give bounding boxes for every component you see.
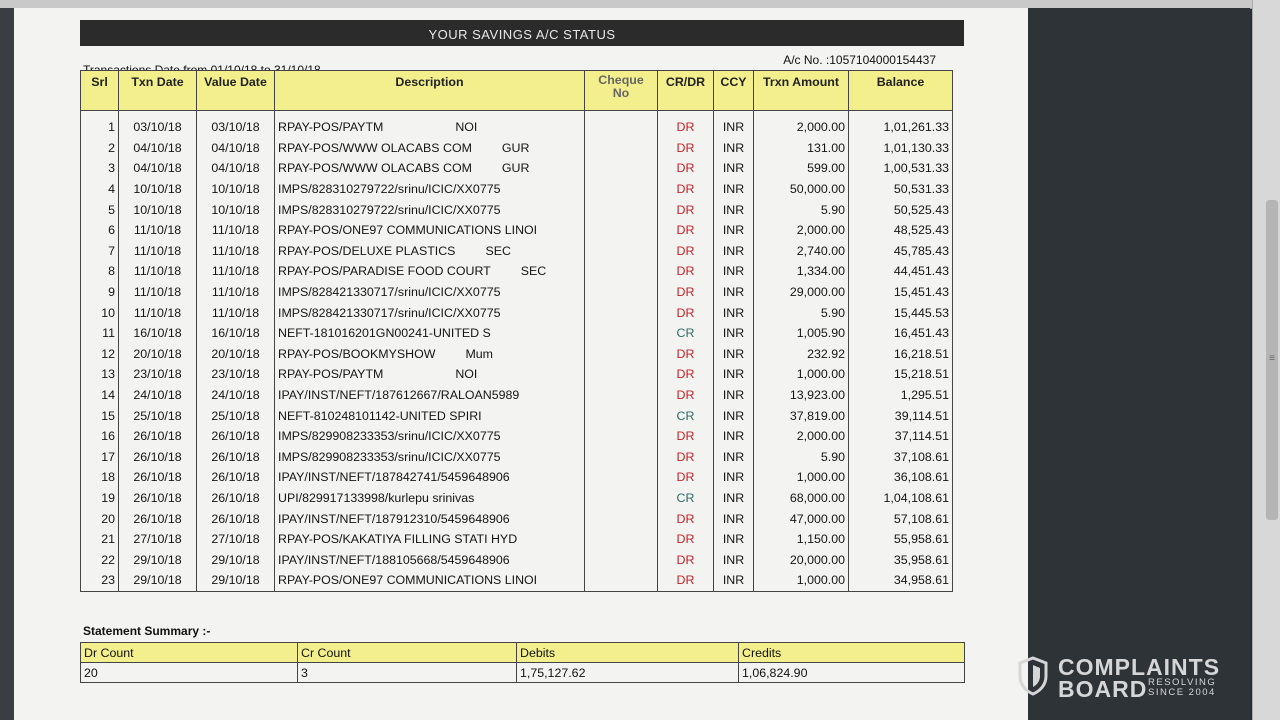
cell-ccy: INR [714,302,754,323]
cell-value-date: 26/10/18 [197,447,275,468]
cell-value-date: 29/10/18 [197,570,275,591]
cell-crdr: DR [658,199,714,220]
cell-description [275,261,585,282]
viewer-right-pane [1028,8,1250,720]
cell-txn-date: 11/10/18 [119,282,197,303]
cell-crdr: DR [658,261,714,282]
cell-ccy: INR [714,447,754,468]
cell-description [275,508,585,529]
summary-credits: 1,06,824.90 [739,663,965,683]
table-row [81,323,953,344]
scrollbar-grip-icon: ≡ [1269,353,1275,364]
cell-crdr: DR [658,549,714,570]
cell-description [275,467,585,488]
cell-txn-date: 26/10/18 [119,447,197,468]
description-text: RPAY-POS/PAYTM [278,120,384,135]
statement-title: YOUR SAVINGS A/C STATUS [80,20,964,46]
cell-amount: 1,000.00 [754,570,849,591]
cell-value-date: 26/10/18 [197,488,275,509]
cell-balance: 34,958.61 [849,570,953,591]
description-text: IMPS/828421330717/srinu/ICIC/XX0775 [278,285,501,300]
table-row [81,179,953,200]
account-number: A/c No. :105710400015443​7 [783,53,936,67]
cell-amount: 20,000.00 [754,549,849,570]
cell-description [275,426,585,447]
cell-srl: 13 [81,364,119,385]
cell-value-date: 11/10/18 [197,220,275,241]
cell-txn-date: 20/10/18 [119,344,197,365]
cell-cheque-no [585,199,658,220]
description-location: SEC [520,264,547,279]
description-text: IPAY/INST/NEFT/187912310/5459648906 [278,511,510,526]
cell-description [275,282,585,303]
cell-srl: 2 [81,138,119,159]
cell-cheque-no [585,302,658,323]
cell-txn-date: 26/10/18 [119,488,197,509]
description-text: RPAY-POS/PARADISE FOOD COURT [278,264,491,279]
description-location: NOI [455,367,478,382]
cell-ccy: INR [714,323,754,344]
cell-crdr: DR [658,220,714,241]
description-text: IMPS/829908233353/srinu/ICIC/XX0775 [278,449,501,464]
summary-header-row [81,643,965,663]
cell-description [275,111,585,138]
cell-value-date: 26/10/18 [197,426,275,447]
cell-cheque-no [585,158,658,179]
cell-srl: 21 [81,529,119,550]
cell-value-date: 25/10/18 [197,405,275,426]
cell-srl: 18 [81,467,119,488]
cell-srl: 1 [81,111,119,138]
cell-cheque-no [585,364,658,385]
cell-ccy: INR [714,282,754,303]
cell-balance: 50,531.33 [849,179,953,200]
table-row [81,549,953,570]
watermark-line1: COMPLAINTS [1058,654,1221,680]
cell-ccy: INR [714,385,754,406]
cell-amount: 47,000.00 [754,508,849,529]
summary-header-credits: Credits [739,643,965,663]
col-header-description: Description [275,71,585,111]
description-location: GUR [501,140,530,155]
cell-crdr: DR [658,467,714,488]
description-text: RPAY-POS/ONE97 COMMUNICATIONS LINOI [278,223,538,238]
cell-srl: 17 [81,447,119,468]
description-text: RPAY-POS/BOOKMYSHOW [278,346,436,361]
cell-value-date: 16/10/18 [197,323,275,344]
cell-balance: 1,04,108.61 [849,488,953,509]
cell-description [275,529,585,550]
cell-cheque-no [585,220,658,241]
cell-txn-date: 26/10/18 [119,508,197,529]
cell-description [275,302,585,323]
cell-cheque-no [585,344,658,365]
table-row [81,426,953,447]
cell-value-date: 11/10/18 [197,282,275,303]
cell-description [275,344,585,365]
cell-cheque-no [585,405,658,426]
cell-balance: 37,108.61 [849,447,953,468]
cell-balance: 48,525.43 [849,220,953,241]
cell-txn-date: 11/10/18 [119,241,197,262]
cell-srl: 7 [81,241,119,262]
description-text: IMPS/828421330717/srinu/ICIC/XX0775 [278,305,501,320]
cell-balance: 16,451.43 [849,323,953,344]
summary-table [80,642,965,683]
cell-txn-date: 11/10/18 [119,302,197,323]
cell-srl: 10 [81,302,119,323]
description-text: RPAY-POS/KAKATIYA FILLING STATI HYD [278,532,518,547]
cell-txn-date: 10/10/18 [119,179,197,200]
cell-balance: 37,114.51 [849,426,953,447]
cell-description [275,549,585,570]
cell-txn-date: 11/10/18 [119,220,197,241]
cell-crdr: DR [658,241,714,262]
cell-ccy: INR [714,570,754,591]
cell-srl: 14 [81,385,119,406]
description-location: Mum [465,346,493,361]
cell-txn-date: 10/10/18 [119,199,197,220]
cell-balance: 36,108.61 [849,467,953,488]
table-row [81,241,953,262]
cell-crdr: DR [658,426,714,447]
summary-header-debits: Debits [517,643,739,663]
cell-ccy: INR [714,261,754,282]
cell-cheque-no [585,385,658,406]
transactions-table [80,70,953,592]
cell-cheque-no [585,467,658,488]
cell-srl: 12 [81,344,119,365]
table-row [81,199,953,220]
cell-cheque-no [585,179,658,200]
shield-icon [1018,656,1048,696]
cell-ccy: INR [714,508,754,529]
cell-balance: 35,958.61 [849,549,953,570]
cell-srl: 3 [81,158,119,179]
cell-balance: 44,451.43 [849,261,953,282]
col-header-srl: Srl [81,71,119,111]
description-text: IPAY/INST/NEFT/187842741/5459648906 [278,470,510,485]
description-location: SEC [485,243,511,258]
col-header-balance: Balance [849,71,953,111]
col-header-cheque-no [585,71,658,111]
cell-value-date: 24/10/18 [197,385,275,406]
description-text: IMPS/829908233353/srinu/ICIC/XX0775 [278,429,501,444]
viewer-left-gutter [0,8,14,720]
cell-crdr: DR [658,111,714,138]
table-row [81,529,953,550]
description-text: NEFT-181016201GN00241-UNITED S [278,326,491,341]
watermark-tagline [1148,678,1216,698]
cell-srl: 4 [81,179,119,200]
cell-value-date: 10/10/18 [197,179,275,200]
cell-amount: 131.00 [754,138,849,159]
cell-amount: 1,150.00 [754,529,849,550]
cell-amount: 5.90 [754,447,849,468]
table-row [81,570,953,591]
cell-cheque-no [585,323,658,344]
summary-header-dr-count: Dr Count [81,643,298,663]
cell-balance: 55,958.61 [849,529,953,550]
statement-page [14,8,1028,720]
cell-balance: 16,218.51 [849,344,953,365]
cell-amount: 29,000.00 [754,282,849,303]
cell-balance: 1,01,130.33 [849,138,953,159]
cell-amount: 232.92 [754,344,849,365]
summary-cr-count: 3 [298,663,517,683]
col-header-amount: Trxn Amount [754,71,849,111]
cell-ccy: INR [714,344,754,365]
cell-txn-date: 29/10/18 [119,570,197,591]
cell-balance: 50,525.43 [849,199,953,220]
cell-balance: 15,445.53 [849,302,953,323]
watermark-line2: BOARD [1058,676,1148,702]
cell-crdr: DR [658,385,714,406]
cell-txn-date: 29/10/18 [119,549,197,570]
table-row [81,220,953,241]
cell-cheque-no [585,261,658,282]
cell-amount: 13,923.00 [754,385,849,406]
cell-ccy: INR [714,364,754,385]
cell-amount: 5.90 [754,199,849,220]
cell-description [275,199,585,220]
cheque-line2: No [612,86,630,100]
cell-srl: 20 [81,508,119,529]
cell-value-date: 26/10/18 [197,508,275,529]
cell-crdr: DR [658,302,714,323]
cell-srl: 5 [81,199,119,220]
summary-header-cr-count: Cr Count [298,643,517,663]
cell-ccy: INR [714,488,754,509]
table-row [81,508,953,529]
cell-txn-date: 04/10/18 [119,158,197,179]
cell-amount: 50,000.00 [754,179,849,200]
cell-balance: 39,114.51 [849,405,953,426]
cell-ccy: INR [714,529,754,550]
description-text: IPAY/INST/NEFT/188105668/5459648906 [278,552,510,567]
cell-value-date: 20/10/18 [197,344,275,365]
cell-crdr: CR [658,488,714,509]
cell-description [275,447,585,468]
cell-ccy: INR [714,405,754,426]
cell-txn-date: 16/10/18 [119,323,197,344]
table-row [81,111,953,138]
cell-balance: 1,00,531.33 [849,158,953,179]
description-text: IPAY/INST/NEFT/187612667/RALOAN5989 [278,388,520,403]
watermark-tag2: SINCE 2004 [1148,687,1216,698]
watermark-tag1: RESOLVING [1148,677,1217,688]
cell-ccy: INR [714,138,754,159]
cell-value-date: 26/10/18 [197,467,275,488]
cell-srl: 11 [81,323,119,344]
cell-amount: 2,000.00 [754,220,849,241]
description-text: IMPS/828310279722/srinu/ICIC/XX0775 [278,182,501,197]
cell-description [275,220,585,241]
table-row [81,158,953,179]
table-row [81,302,953,323]
cell-crdr: DR [658,447,714,468]
table-row [81,447,953,468]
description-text: RPAY-POS/DELUXE PLASTICS [278,243,456,258]
cell-cheque-no [585,138,658,159]
table-row [81,364,953,385]
cell-amount: 68,000.00 [754,488,849,509]
cell-ccy: INR [714,199,754,220]
cell-srl: 16 [81,426,119,447]
table-row [81,261,953,282]
cell-cheque-no [585,508,658,529]
cell-srl: 23 [81,570,119,591]
cell-amount: 5.90 [754,302,849,323]
cell-crdr: DR [658,529,714,550]
cell-cheque-no [585,426,658,447]
cell-srl: 22 [81,549,119,570]
table-row [81,385,953,406]
cell-value-date: 27/10/18 [197,529,275,550]
cell-srl: 9 [81,282,119,303]
cell-amount: 599.00 [754,158,849,179]
description-text: RPAY-POS/ONE97 COMMUNICATIONS LINOI [278,573,538,588]
cell-txn-date: 27/10/18 [119,529,197,550]
cell-amount: 37,819.00 [754,405,849,426]
description-text: RPAY-POS/PAYTM [278,367,384,382]
cell-txn-date: 26/10/18 [119,467,197,488]
description-location: GUR [501,161,530,176]
cell-description [275,241,585,262]
summary-value-row [81,663,965,683]
cell-value-date: 23/10/18 [197,364,275,385]
cheque-line1: Cheque [598,73,644,87]
cell-amount: 1,005.90 [754,323,849,344]
table-row [81,467,953,488]
cell-description [275,570,585,591]
cell-ccy: INR [714,549,754,570]
cell-cheque-no [585,529,658,550]
col-header-value-date: Value Date [197,71,275,111]
cell-value-date: 03/10/18 [197,111,275,138]
cell-cheque-no [585,111,658,138]
cell-value-date: 11/10/18 [197,241,275,262]
cell-cheque-no [585,549,658,570]
cell-crdr: CR [658,323,714,344]
cell-description [275,179,585,200]
cell-value-date: 29/10/18 [197,549,275,570]
summary-title: Statement Summary :- [83,624,211,638]
cell-balance: 1,01,261.33 [849,111,953,138]
description-text: NEFT-810248101142-UNITED SPIRI [278,408,482,423]
description-text: IMPS/828310279722/srinu/ICIC/XX0775 [278,202,501,217]
col-header-crdr: CR/DR [658,71,714,111]
cell-ccy: INR [714,179,754,200]
cell-amount: 2,000.00 [754,426,849,447]
col-header-ccy: CCY [714,71,754,111]
description-location: NOI [455,120,478,135]
cell-crdr: DR [658,570,714,591]
cell-crdr: DR [658,138,714,159]
cell-ccy: INR [714,241,754,262]
cell-description [275,158,585,179]
col-header-txn-date: Txn Date [119,71,197,111]
cell-crdr: DR [658,179,714,200]
cell-txn-date: 26/10/18 [119,426,197,447]
cell-txn-date: 24/10/18 [119,385,197,406]
cell-balance: 57,108.61 [849,508,953,529]
cell-amount: 1,000.00 [754,364,849,385]
cell-crdr: DR [658,282,714,303]
cell-ccy: INR [714,111,754,138]
table-row [81,282,953,303]
cell-srl: 19 [81,488,119,509]
cell-cheque-no [585,447,658,468]
cell-value-date: 04/10/18 [197,138,275,159]
cell-cheque-no [585,488,658,509]
cell-balance: 45,785.43 [849,241,953,262]
cell-crdr: DR [658,508,714,529]
cell-crdr: DR [658,364,714,385]
cell-crdr: DR [658,344,714,365]
cell-txn-date: 23/10/18 [119,364,197,385]
cell-txn-date: 11/10/18 [119,261,197,282]
cell-ccy: INR [714,426,754,447]
cell-crdr: CR [658,405,714,426]
cell-value-date: 11/10/18 [197,302,275,323]
cell-value-date: 10/10/18 [197,199,275,220]
table-header-row [81,71,953,111]
cell-amount: 2,000.00 [754,111,849,138]
description-text: UPI/829917133998/kurlepu srinivas [278,490,475,505]
watermark-logo [1018,654,1238,702]
cell-balance: 15,451.43 [849,282,953,303]
cell-balance: 1,295.51 [849,385,953,406]
cell-description [275,138,585,159]
cell-description [275,385,585,406]
cell-amount: 2,740.00 [754,241,849,262]
cell-description [275,488,585,509]
cell-value-date: 04/10/18 [197,158,275,179]
summary-debits: 1,75,127.62 [517,663,739,683]
table-row [81,488,953,509]
cell-description [275,323,585,344]
cell-value-date: 11/10/18 [197,261,275,282]
cell-srl: 8 [81,261,119,282]
table-row [81,405,953,426]
cell-ccy: INR [714,467,754,488]
cell-txn-date: 25/10/18 [119,405,197,426]
description-text: RPAY-POS/WWW OLACABS COM [278,140,472,155]
cell-description [275,364,585,385]
cell-crdr: DR [658,158,714,179]
cell-cheque-no [585,241,658,262]
table-row [81,138,953,159]
summary-dr-count: 20 [81,663,298,683]
cell-srl: 15 [81,405,119,426]
cell-srl: 6 [81,220,119,241]
cell-ccy: INR [714,220,754,241]
cell-ccy: INR [714,158,754,179]
table-row [81,344,953,365]
cell-cheque-no [585,282,658,303]
description-text: RPAY-POS/WWW OLACABS COM [278,161,472,176]
cell-amount: 1,000.00 [754,467,849,488]
cell-description [275,405,585,426]
cell-balance: 15,218.51 [849,364,953,385]
cell-txn-date: 03/10/18 [119,111,197,138]
cell-cheque-no [585,570,658,591]
cell-amount: 1,334.00 [754,261,849,282]
cell-txn-date: 04/10/18 [119,138,197,159]
